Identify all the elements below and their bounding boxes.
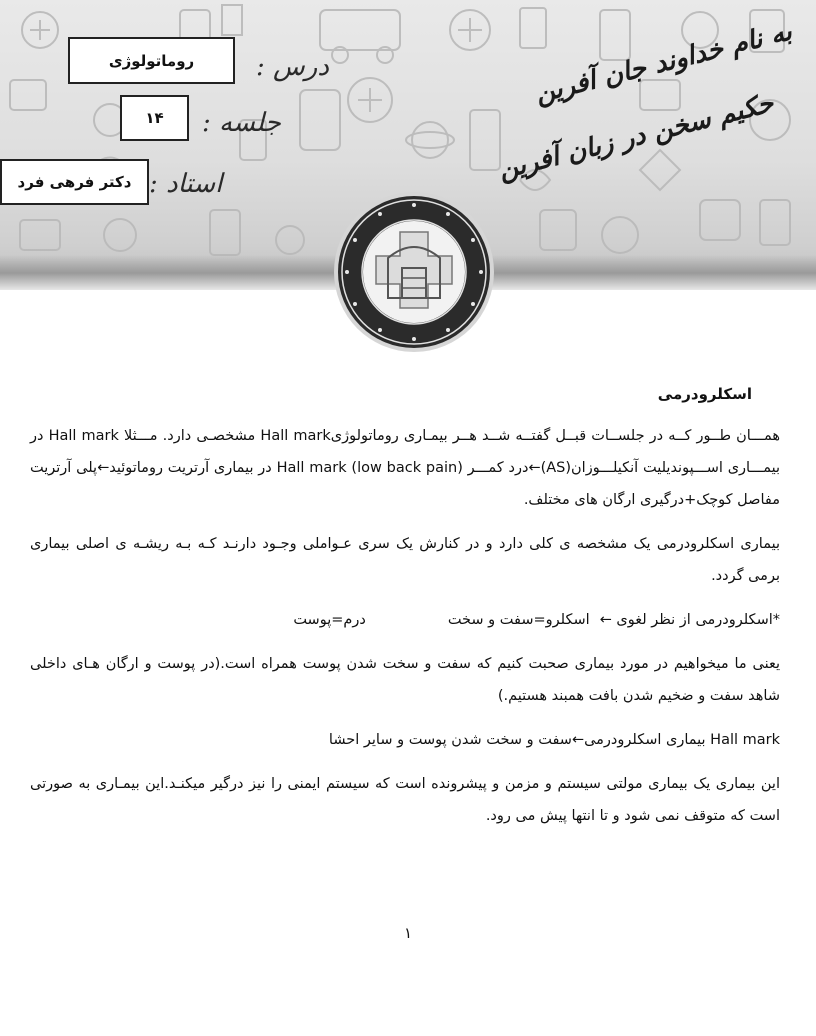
paragraph-definition: بیماری اسکلرودرمی یک مشخصه ی کلی دارد و در کنارش یک سری عـواملی وجـود دارنـد کـه بـه ریشـه ی اصلی بیماری برمی گردد. — [30, 536, 780, 584]
paragraph-multisystem: این بیماری یک بیماری مولتی سیستم و مزمن و پیشرونده است که سیستم ایمنی را نیز درگیر میکنـد.این بیمـاری به صورتی است که متوقف نمی شود و تا انتها پیش می رود. — [30, 776, 780, 824]
etymology-term: *اسکلرودرمی از نظر لغوی ← — [599, 612, 780, 628]
lecturer-label: استاد : — [149, 169, 223, 199]
document-body — [30, 378, 780, 844]
session-label: جلسه : — [202, 108, 281, 138]
university-seal-logo — [328, 188, 500, 354]
paragraph-meaning: یعنی ما میخواهیم در مورد بیماری صحبت کنیم که سفت و سخت شدن پوست همراه است.(در پوست و ارگان هـای داخلی شاهد سفت و ضخیم شدن بافت همبند هستیم.) — [30, 656, 780, 704]
course-value-box: روماتولوژی — [68, 37, 235, 84]
paragraph-hallmark: همـــان طــور کــه در جلســات قبــل گفتــه شــد هــر بیمـاری روماتولوژیHall mark مشخصـی دارد. مـــثلا Hall mark در بیمـــاری اســـپوندیلیت آنکیلـــوزان(AS)←درد کمـــر (low back pain) Hall mark در بیماری آرتریت روماتوئید←پلی آرتریت مفاصل کوچک+درگیری ارگان های مختلف. — [30, 428, 781, 508]
session-value-box: ۱۴ — [120, 95, 189, 141]
paragraph-scleroderma-hallmark: Hall mark بیماری اسکلرودرمی←سفت و سخت شدن پوست و سایر احشا — [328, 732, 780, 748]
etymology-sclero: اسکلرو=سفت و سخت — [447, 612, 590, 628]
page-number: ۱ — [403, 924, 413, 942]
course-label: درس : — [256, 52, 329, 82]
calligraphy-line-1: به نام خداوند جان آفرین — [532, 16, 795, 110]
section-heading: اسکلرودرمی — [657, 385, 752, 403]
calligraphy-verse — [495, 16, 805, 190]
calligraphy-line-2: حکیم سخن در زبان آفرین — [495, 88, 777, 186]
etymology-derm: درم=پوست — [293, 612, 366, 628]
etymology-line — [30, 604, 780, 636]
lecturer-value-box: دکتر فرهی فرد — [0, 159, 149, 205]
